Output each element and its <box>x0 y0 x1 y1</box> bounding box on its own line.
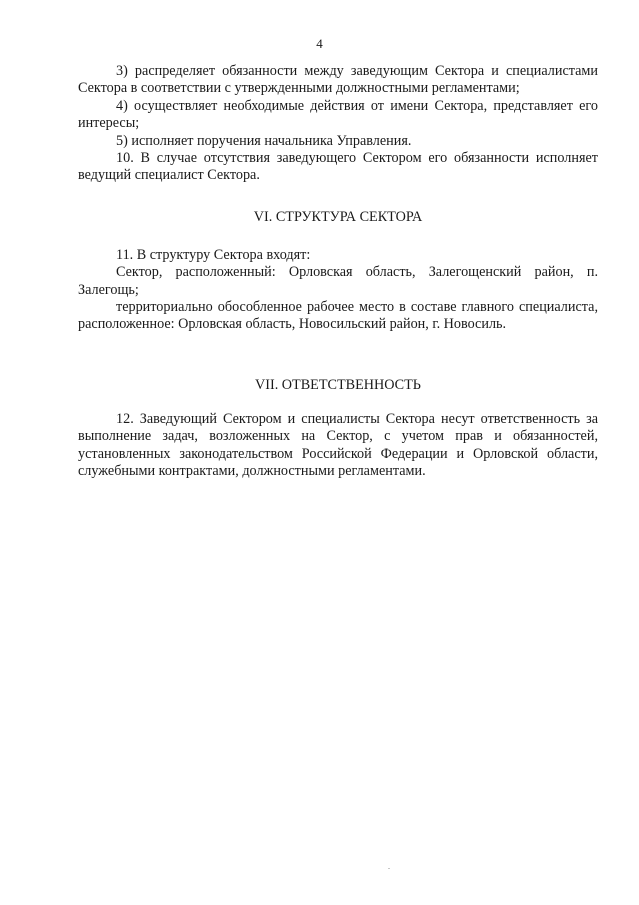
paragraph-clause-11: 11. В структуру Сектора входят: <box>116 246 311 263</box>
paragraph-sector-location: Сектор, расположенный: Орловская область, Залегощенский район, п. Залегощь; <box>78 264 598 298</box>
page-number: 4 <box>316 36 323 51</box>
paragraph-duty-5: 5) исполняет поручения начальника Управления. <box>116 132 412 149</box>
paragraph-clause-12: 12. Заведующий Сектором и специалисты Сектора несут ответственность за выполнение задач, возложенных на Сектор, с учетом прав и обязанностей, установленных законодательством Российской Федерации и Орловской области, служебными контрактами, должностными регламентами. <box>78 410 598 480</box>
document-body <box>78 63 598 481</box>
paragraph-duty-3: 3) распределяет обязанности между заведующим Сектора и специалистами Сектора в соответствии с утвержденными должностными регламентами; <box>78 63 598 97</box>
paragraph-clause-10: 10. В случае отсутствия заведующего Сектором его обязанности исполняет ведущий специалист Сектора. <box>78 150 598 184</box>
scan-speck <box>388 868 390 869</box>
section-heading-responsibility: VII. ОТВЕТСТВЕННОСТЬ <box>255 376 421 393</box>
paragraph-duty-4: 4) осуществляет необходимые действия от имени Сектора, представляет его интересы; <box>78 97 598 132</box>
paragraph-remote-workplace: территориально обособленное рабочее место в составе главного специалиста, расположенное: Орловская область, Новосильский район, г. Новосиль. <box>78 299 598 333</box>
section-heading-structure: VI. СТРУКТУРА СЕКТОРА <box>253 208 423 225</box>
